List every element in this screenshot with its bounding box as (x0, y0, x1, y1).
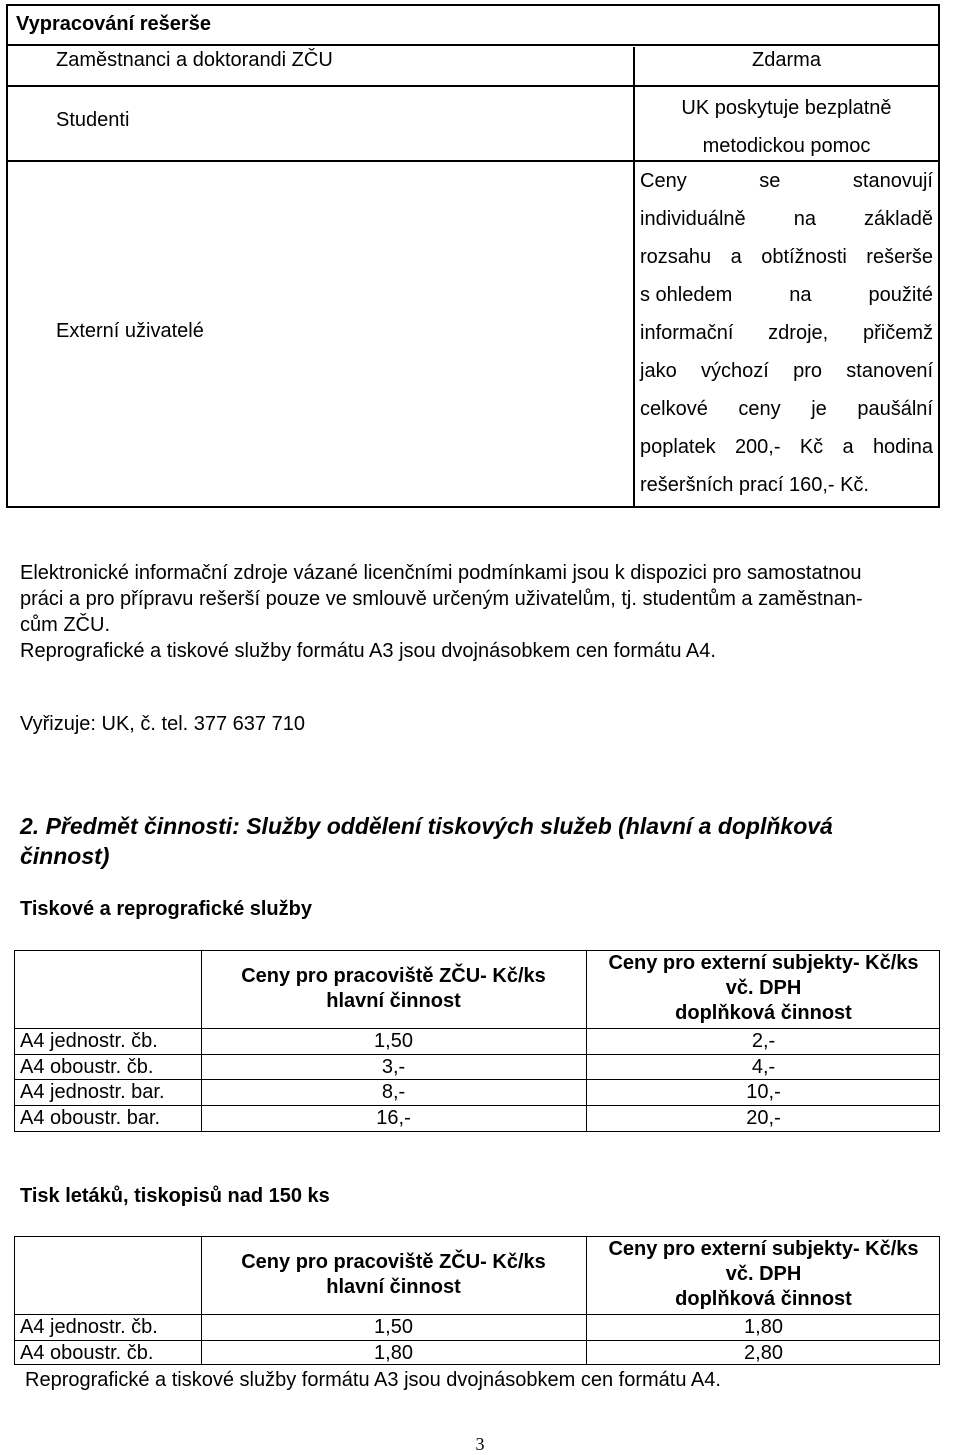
print-col-external-header: Ceny pro externí subjekty- Kč/ks vč. DPH doplňková činnost (608, 952, 919, 1024)
price-external: Ceny se stanovují individuálně na základě rozsahu a obtížnosti rešerše s ohledem na použité informační zdroje, přičemž jako výchozí pro stanovení celkové ceny je paušální poplatek 200,- Kč a hodina rešeršních prací 160,- Kč. (640, 170, 933, 496)
leaflets-row-internal: 1,50 (374, 1316, 413, 1338)
price-students: UK poskytuje bezplatně metodickou pomoc (681, 97, 892, 157)
leaflets-footnote: Reprografické a tiskové služby formátu A3 jsou dvojnásobkem cen formátu A4. (25, 1369, 721, 1391)
group-external: Externí uživatelé (56, 320, 204, 342)
note-line-3: cům ZČU. (20, 614, 110, 636)
print-row-item: A4 jednostr. čb. (20, 1030, 158, 1052)
price-employees: Zdarma (752, 49, 821, 71)
leaflets-col-external-header: Ceny pro externí subjekty- Kč/ks vč. DPH doplňková činnost (608, 1238, 919, 1310)
section-heading-line-1: 2. Předmět činnosti: Služby oddělení tiskových služeb (hlavní a doplňková (20, 813, 833, 839)
leaflets-table (14, 1236, 940, 1365)
page-number: 3 (475, 1434, 485, 1454)
print-row-internal: 3,- (381, 1056, 406, 1078)
print-row-internal: 8,- (381, 1081, 406, 1103)
leaflets-row-external: 2,80 (744, 1342, 783, 1364)
print-row-internal: 1,50 (374, 1030, 413, 1052)
print-services-table (14, 950, 940, 1132)
section-heading-line-2: činnost) (20, 843, 110, 869)
leaflets-row-item: A4 jednostr. čb. (20, 1316, 158, 1338)
note-line-2: práci a pro přípravu rešerší pouze ve smlouvě určeným uživatelům, tj. studentům a zaměstnan- (20, 588, 863, 610)
print-row-external: 2,- (751, 1030, 776, 1052)
leaflets-title: Tisk letáků, tiskopisů nad 150 ks (20, 1185, 330, 1207)
print-row-item: A4 jednostr. bar. (20, 1081, 165, 1103)
note-line-4: Reprografické a tiskové služby formátu A3 jsou dvojnásobkem cen formátu A4. (20, 640, 716, 662)
leaflets-row-item: A4 oboustr. čb. (20, 1342, 154, 1364)
print-row-item: A4 oboustr. čb. (20, 1056, 154, 1078)
group-students: Studenti (56, 109, 130, 131)
print-services-title: Tiskové a reprografické služby (20, 898, 312, 920)
print-row-item: A4 oboustr. bar. (20, 1107, 161, 1129)
research-table-title: Vypracování rešerše (16, 13, 211, 35)
print-row-external: 20,- (746, 1107, 781, 1129)
leaflets-row-external: 1,80 (744, 1316, 783, 1338)
leaflets-col-internal-header: Ceny pro pracoviště ZČU- Kč/ks hlavní činnost (241, 1251, 546, 1298)
contact-line: Vyřizuje: UK, č. tel. 377 637 710 (20, 713, 305, 735)
print-row-internal: 16,- (376, 1107, 411, 1129)
research-price-table (6, 4, 940, 508)
print-col-internal-header: Ceny pro pracoviště ZČU- Kč/ks hlavní činnost (241, 965, 546, 1012)
leaflets-row-internal: 1,80 (374, 1342, 413, 1364)
note-line-1: Elektronické informační zdroje vázané licenčními podmínkami jsou k dispozici pro samostatnou (20, 562, 862, 584)
print-row-external: 4,- (751, 1056, 776, 1078)
print-row-external: 10,- (746, 1081, 781, 1103)
group-employees: Zaměstnanci a doktorandi ZČU (56, 49, 333, 71)
